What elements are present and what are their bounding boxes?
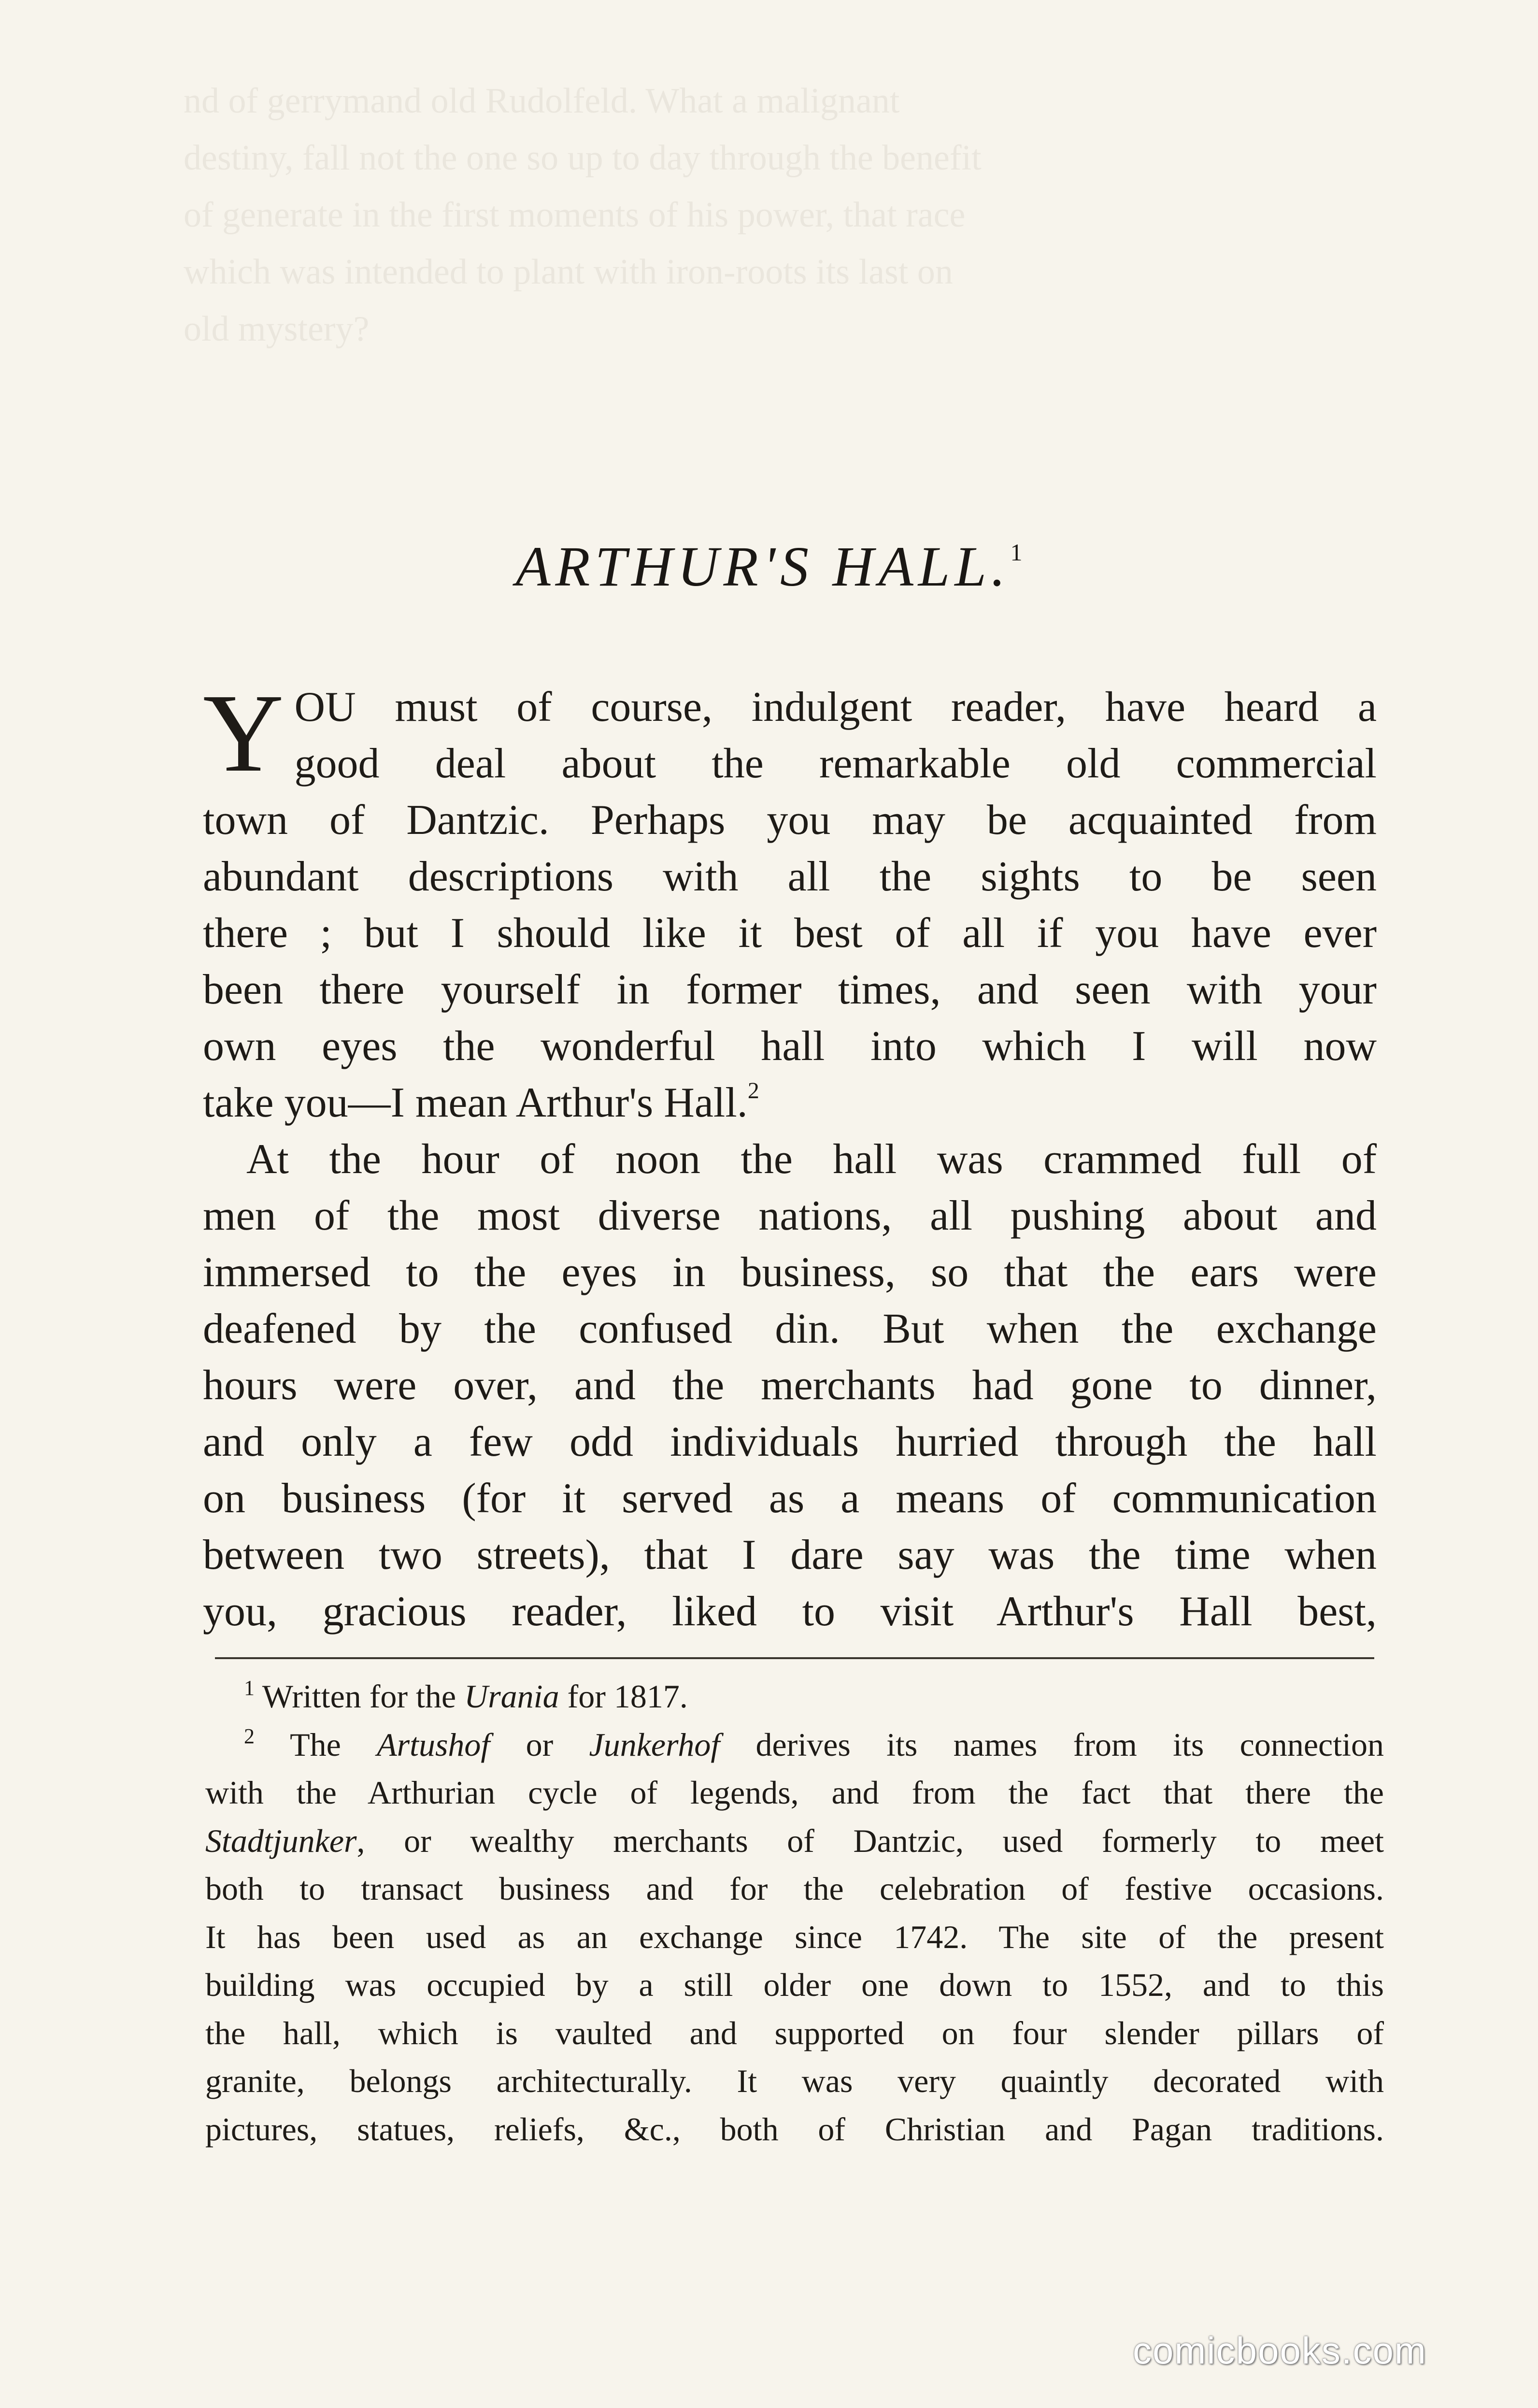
body-text [203, 671, 1377, 1640]
footnote-line: It has been used as an exchange since 1742. The site of the present [205, 1918, 1384, 1955]
bleed-line: old mystery? [184, 309, 370, 349]
footnote-line: both to transact business and for the celebration of festive occasions. [205, 1870, 1384, 1907]
text-line: been there yourself in former times, and seen with your [203, 966, 1377, 1013]
text-line: town of Dantzic. Perhaps you may be acquainted from [203, 797, 1377, 844]
footnote-text: , or wealthy merchants of Dantzic, used formerly to meet [356, 1822, 1384, 1859]
footnote-1 [205, 1673, 1384, 1721]
bleed-through-text [184, 72, 1367, 473]
footnote-mark: 2 [747, 1078, 759, 1104]
text-line: own eyes the wonderful hall into which I will now [203, 1023, 1377, 1070]
footnote-line [205, 1817, 1384, 1865]
footnotes [205, 1673, 1384, 2153]
bleed-line: which was intended to plant with iron-roots its last on [184, 252, 953, 292]
text-line: deafened by the confused din. But when the exchange [203, 1305, 1377, 1352]
footnote-divider [215, 1657, 1374, 1659]
text-line: between two streets), that I dare say was the time when [203, 1532, 1377, 1578]
footnote-text: for 1817. [559, 1678, 688, 1715]
paragraph-1 [203, 671, 1377, 1131]
footnote-text: The [290, 1726, 377, 1763]
footnote-italic: Stadtjunker [205, 1822, 357, 1859]
footnote-mark: 2 [244, 1724, 255, 1748]
chapter-title-text: ARTHUR'S HALL. [515, 535, 1011, 598]
bleed-line: nd of gerrymand old Rudolfeld. What a malignant [184, 81, 900, 121]
text-line: good deal about the remarkable old commercial [294, 740, 1377, 787]
text-line-content: take you—I mean Arthur's Hall. [203, 1079, 748, 1126]
chapter-title [0, 516, 1538, 603]
text-line: on business (for it served as a means of communication [203, 1475, 1377, 1522]
text-line: OU must of course, indulgent reader, have heard a [294, 684, 1377, 731]
footnote-text: or [490, 1726, 589, 1763]
drop-cap: Y [203, 671, 284, 795]
text-line: hours were over, and the merchants had gone to dinner, [203, 1362, 1377, 1409]
text-line: there ; but I should like it best of all if you have ever [203, 910, 1377, 957]
paragraph-2 [203, 1131, 1377, 1640]
text-line: and only a few odd individuals hurried through the hall [203, 1419, 1377, 1465]
text-line: abundant descriptions with all the sights to be seen [203, 853, 1377, 900]
text-line: men of the most diverse nations, all pushing about and [203, 1192, 1377, 1239]
text-line: you, gracious reader, liked to visit Arthur's Hall best, [203, 1588, 1377, 1635]
footnote-text: Written for the [262, 1678, 465, 1715]
footnote-text: derives its names from its connection [720, 1726, 1384, 1763]
footnote-italic: Junkerhof [589, 1726, 720, 1763]
text-line [203, 1075, 1377, 1131]
footnote-2 [205, 1721, 1384, 1769]
bleed-line: destiny, fall not the one so up to day through the benefit [184, 138, 982, 178]
footnote-line: the hall, which is vaulted and supported on four slender pillars of [205, 2014, 1384, 2051]
footnote-line: building was occupied by a still older one down to 1552, and to this [205, 1966, 1384, 2003]
footnote-line: granite, belongs architecturally. It was very quaintly decorated with [205, 2063, 1384, 2099]
bleed-line: of generate in the first moments of his power, that race [184, 195, 966, 235]
footnote-line: with the Arthurian cycle of legends, and from the fact that there the [205, 1774, 1384, 1811]
footnote-mark: 1 [244, 1676, 255, 1700]
watermark: comicbooks.com [1133, 2329, 1427, 2372]
text-line: immersed to the eyes in business, so that the ears were [203, 1249, 1377, 1296]
title-footnote-mark: 1 [1010, 539, 1023, 566]
footnote-italic: Artushof [377, 1726, 490, 1763]
footnote-line: pictures, statues, reliefs, &c., both of Christian and Pagan traditions. [205, 2110, 1384, 2148]
text-line: At the hour of noon the hall was crammed full of [246, 1136, 1377, 1183]
footnote-italic: Urania [464, 1678, 559, 1715]
